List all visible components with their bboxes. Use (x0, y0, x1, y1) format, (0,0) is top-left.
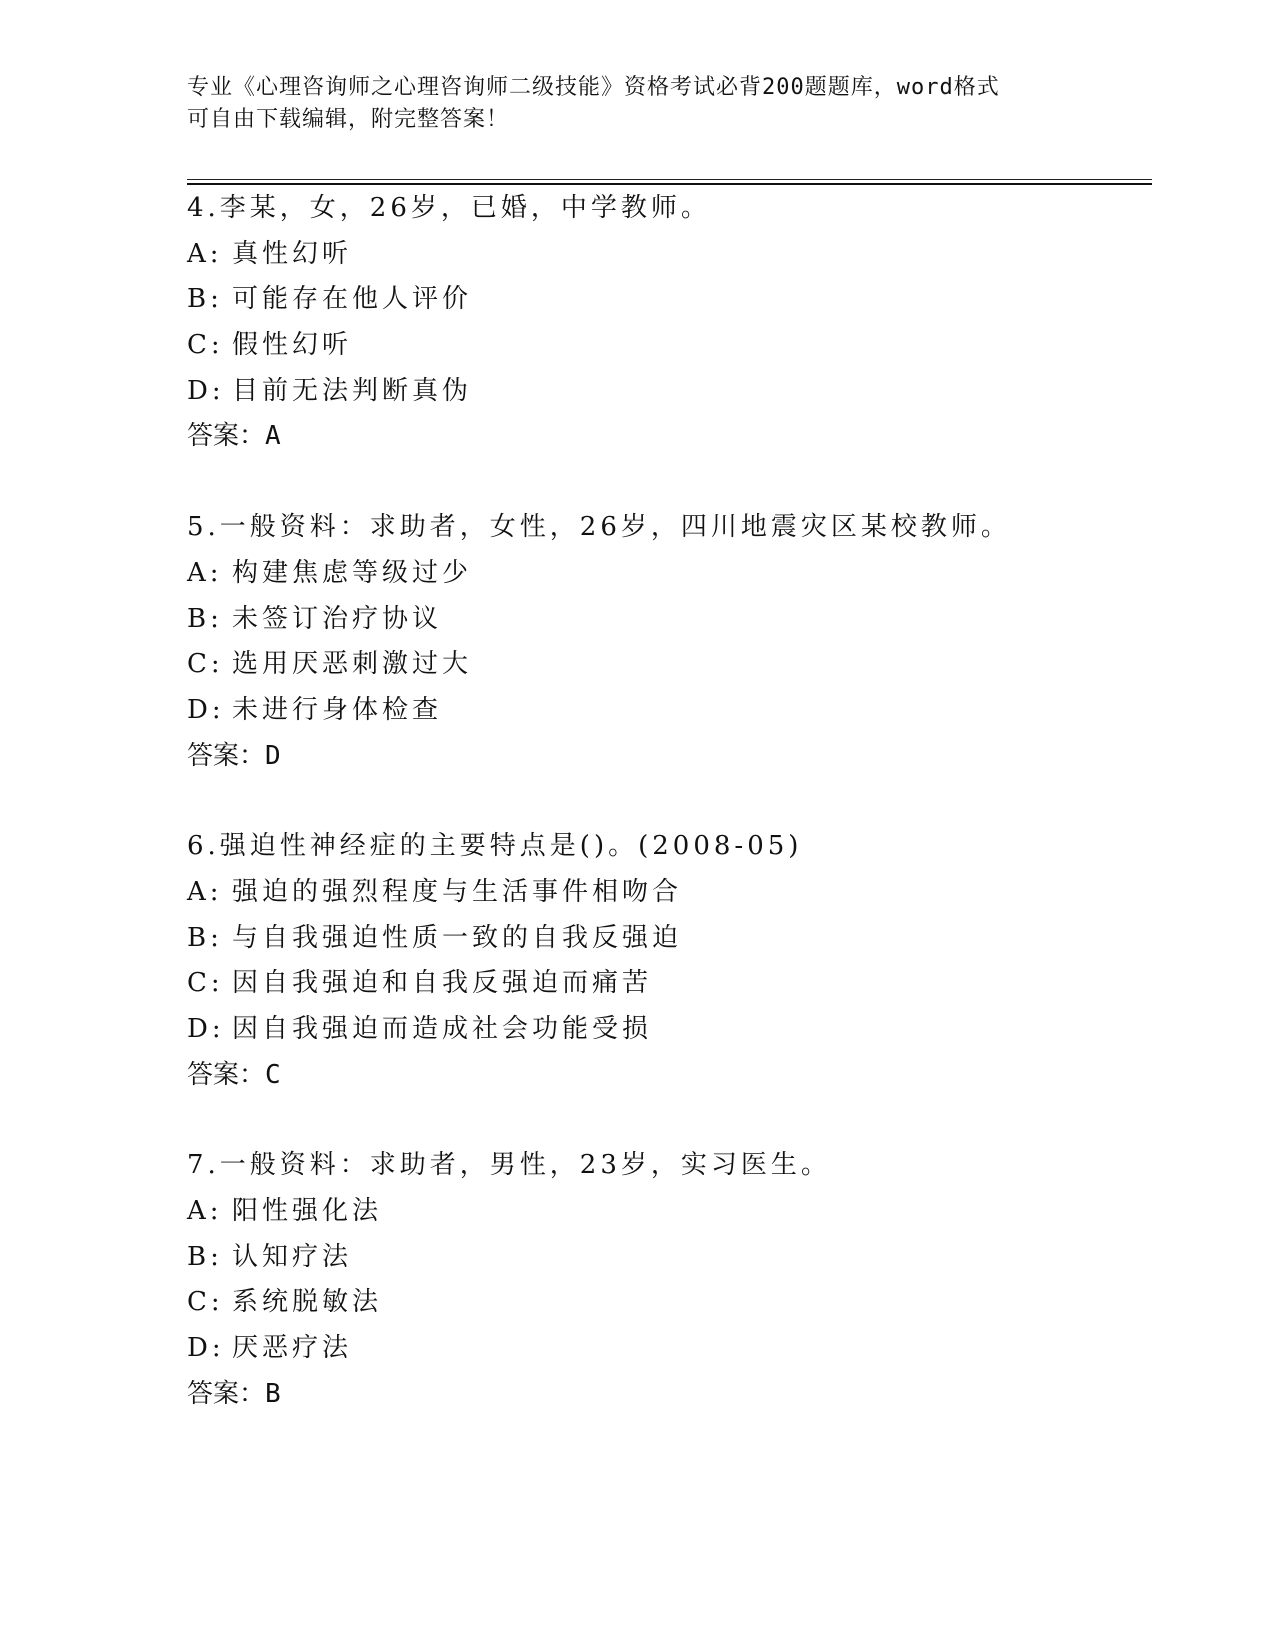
option-c (187, 961, 1147, 1007)
option-text: 可能存在他人评价 (232, 284, 473, 315)
option-letter: D: (187, 694, 225, 725)
header-divider-thin (187, 179, 1152, 180)
question-list (187, 186, 1147, 1463)
option-text: 目前无法判断真伪 (232, 375, 473, 406)
option-text: 因自我强迫和自我反强迫而痛苦 (232, 968, 653, 999)
option-text: 系统脱敏法 (232, 1287, 383, 1318)
option-letter: B: (187, 284, 223, 315)
option-letter: A: (187, 557, 223, 588)
option-c (187, 323, 1147, 369)
answer-line: 答案：D (187, 740, 281, 771)
option-letter: A: (187, 238, 223, 269)
option-text: 未进行身体检查 (232, 694, 443, 725)
option-letter: B: (187, 603, 223, 634)
option-a (187, 1189, 1147, 1235)
option-letter: C: (187, 649, 224, 680)
question-7 (187, 1143, 1147, 1417)
answer-line: 答案：B (187, 1378, 281, 1409)
option-letter: C: (187, 1287, 224, 1318)
option-c (187, 1280, 1147, 1326)
option-a (187, 232, 1147, 278)
option-b (187, 277, 1147, 323)
question-stem: 7.一般资料：求助者，男性，23岁，实习医生。 (187, 1150, 831, 1181)
option-text: 选用厌恶刺激过大 (232, 649, 473, 680)
option-d (187, 1007, 1147, 1053)
question-stem: 5.一般资料：求助者，女性，26岁，四川地震灾区某校教师。 (187, 512, 1011, 543)
option-b (187, 1235, 1147, 1281)
option-b (187, 597, 1147, 643)
option-letter: A: (187, 1196, 223, 1227)
header-line-1: 专业《心理咨询师之心理咨询师二级技能》资格考试必背200题题库，word格式 (187, 75, 1000, 100)
option-text: 阳性强化法 (232, 1196, 383, 1227)
option-d (187, 1326, 1147, 1372)
option-letter: A: (187, 876, 223, 907)
option-letter: D: (187, 1333, 225, 1364)
option-letter: B: (187, 1241, 223, 1272)
header-divider-thick (187, 183, 1152, 185)
question-stem: 4.李某，女，26岁，已婚，中学教师。 (187, 193, 711, 223)
answer-line: 答案：A (187, 421, 281, 452)
document-header (187, 72, 1087, 136)
question-4 (187, 186, 1147, 460)
option-text: 真性幻听 (232, 238, 353, 269)
option-b (187, 916, 1147, 962)
answer-line: 答案：C (187, 1059, 281, 1090)
question-stem: 6.强迫性神经症的主要特点是()。(2008-05) (187, 831, 803, 862)
option-text: 强迫的强烈程度与生活事件相吻合 (232, 876, 683, 907)
option-a (187, 870, 1147, 916)
option-text: 认知疗法 (232, 1241, 353, 1272)
option-letter: D: (187, 375, 225, 406)
option-text: 构建焦虑等级过少 (232, 557, 473, 588)
question-5 (187, 505, 1147, 779)
question-6 (187, 824, 1147, 1098)
option-text: 厌恶疗法 (232, 1333, 353, 1364)
option-c (187, 642, 1147, 688)
option-d (187, 688, 1147, 734)
option-text: 与自我强迫性质一致的自我反强迫 (232, 922, 683, 953)
option-letter: C: (187, 330, 224, 361)
option-text: 因自我强迫而造成社会功能受损 (232, 1014, 653, 1044)
header-line-2: 可自由下载编辑，附完整答案！ (187, 107, 510, 132)
option-d (187, 369, 1147, 415)
option-text: 假性幻听 (232, 330, 353, 361)
option-letter: B: (187, 922, 223, 953)
option-a (187, 551, 1147, 597)
option-letter: C: (187, 968, 224, 999)
option-letter: D: (187, 1014, 225, 1044)
option-text: 未签订治疗协议 (232, 603, 443, 634)
